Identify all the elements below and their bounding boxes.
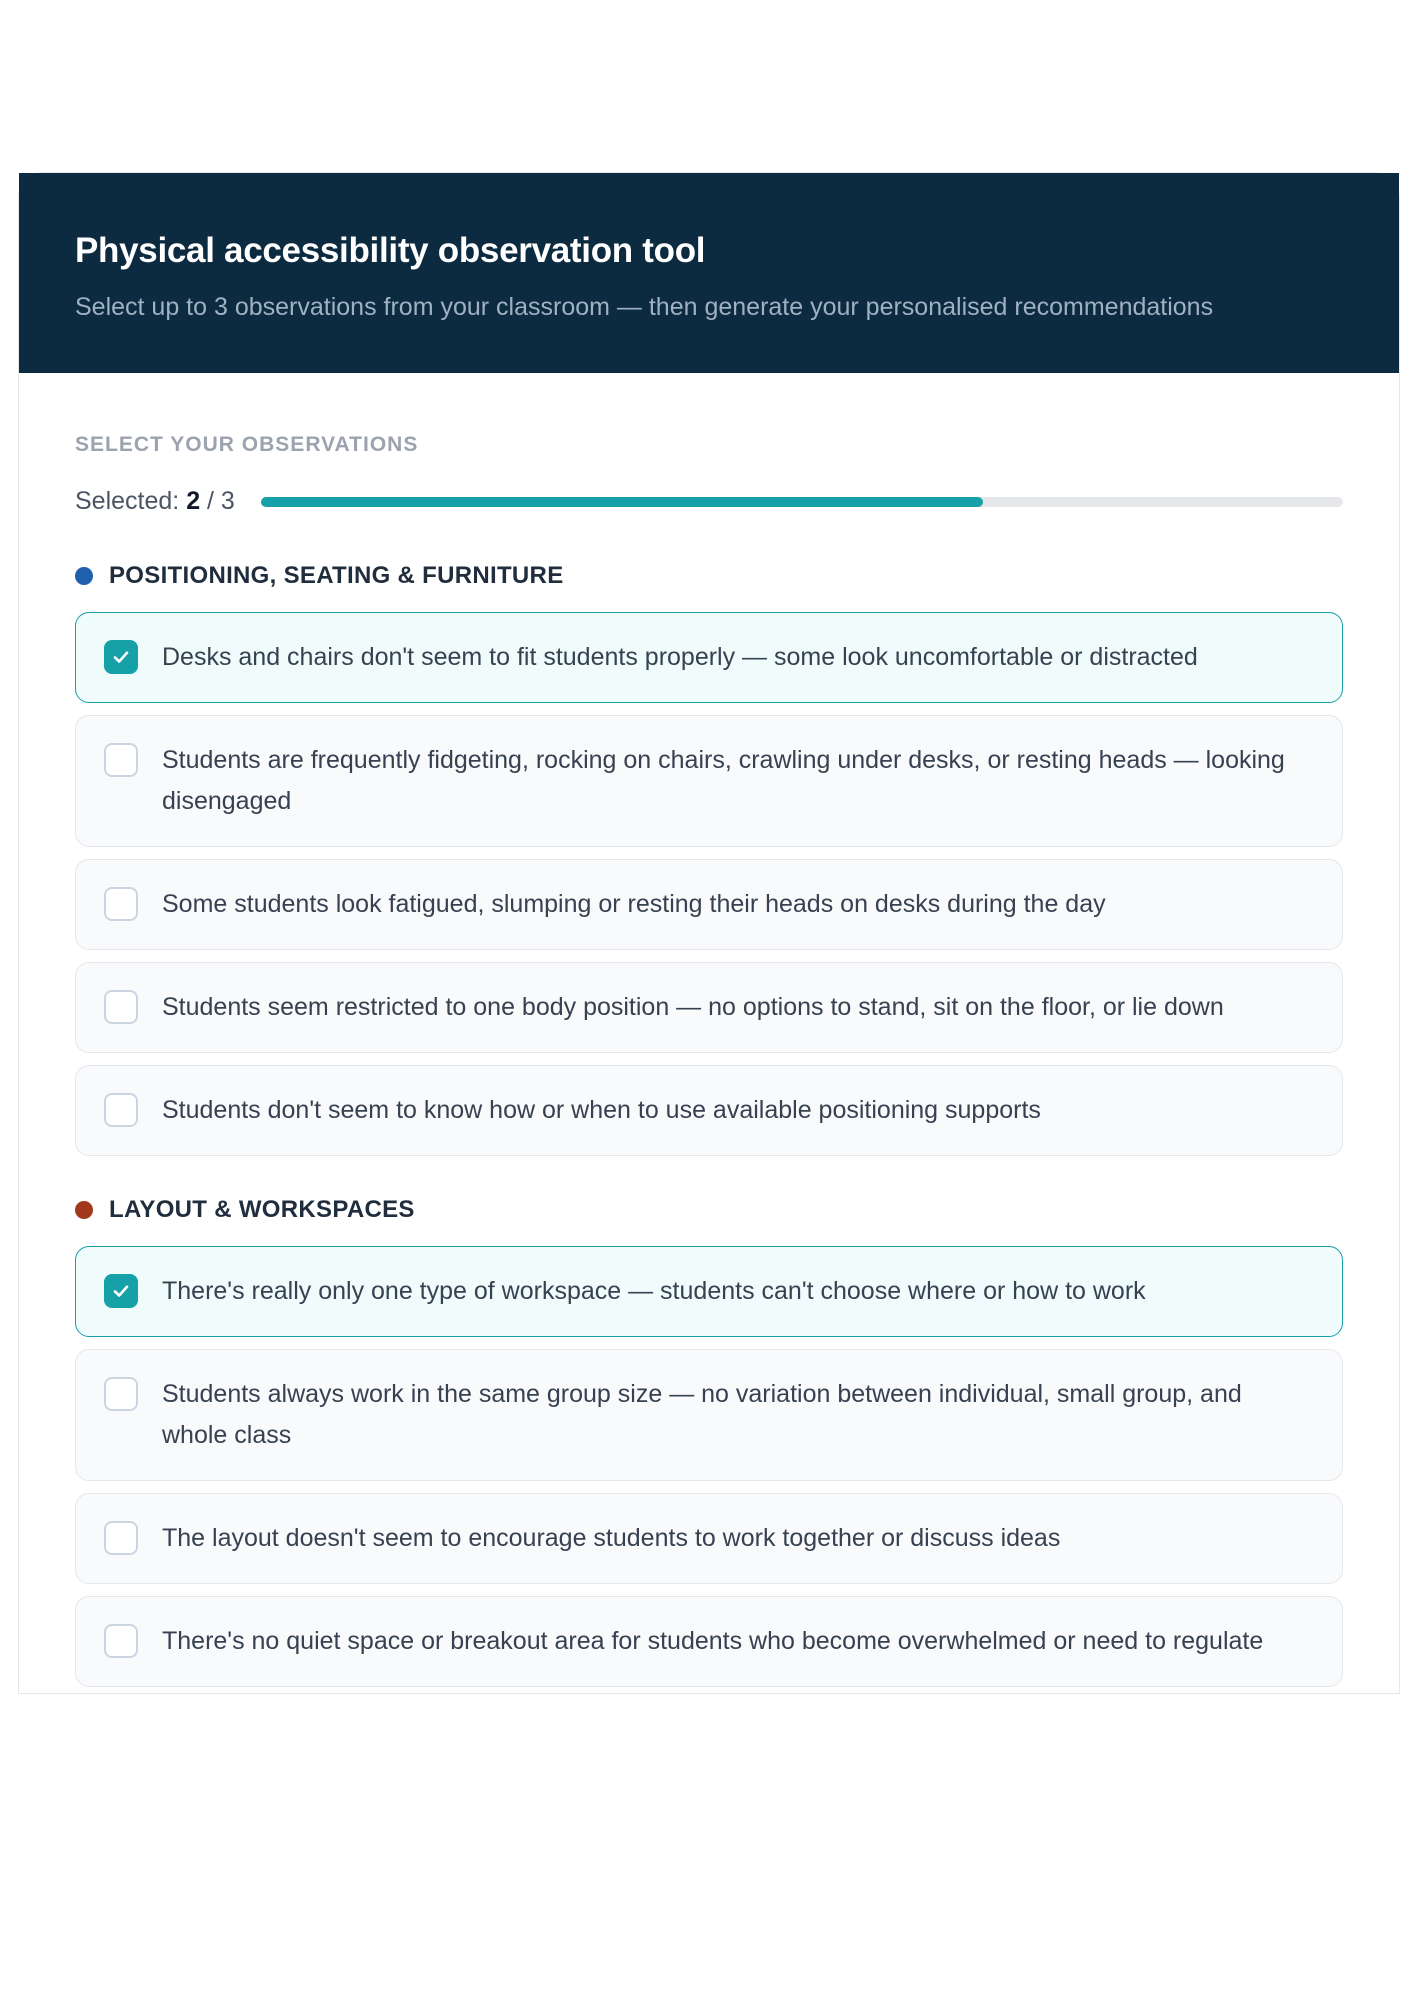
observation-option[interactable] <box>75 1065 1343 1156</box>
observation-groups <box>75 562 1343 1687</box>
group-title: LAYOUT & WORKSPACES <box>109 1196 415 1223</box>
checkbox-unchecked[interactable] <box>104 887 138 921</box>
checkbox-checked[interactable] <box>104 1274 138 1308</box>
checkbox-unchecked[interactable] <box>104 1377 138 1411</box>
observation-text: There's really only one type of workspace — students can't choose where or how to work <box>162 1277 1146 1305</box>
observation-text: Some students look fatigued, slumping or resting their heads on desks during the day <box>162 890 1106 918</box>
observation-option[interactable] <box>75 715 1343 847</box>
observation-option[interactable] <box>75 962 1343 1053</box>
selection-progress <box>75 487 1343 516</box>
checkbox-unchecked[interactable] <box>104 990 138 1024</box>
observation-option[interactable] <box>75 1493 1343 1584</box>
group-header <box>75 1196 1343 1224</box>
checkbox-checked[interactable] <box>104 640 138 674</box>
progress-track <box>261 497 1343 507</box>
checkbox-unchecked[interactable] <box>104 1093 138 1127</box>
observation-tool-card <box>18 172 1400 1694</box>
category-dot-icon <box>75 567 93 585</box>
observation-option[interactable] <box>75 612 1343 703</box>
observation-text: Desks and chairs don't seem to fit students properly — some look uncomfortable or distracted <box>162 643 1198 671</box>
selected-prefix: Selected: <box>75 487 187 515</box>
checkbox-unchecked[interactable] <box>104 1624 138 1658</box>
observation-option[interactable] <box>75 1246 1343 1337</box>
tool-body <box>19 373 1399 1687</box>
observation-text: The layout doesn't seem to encourage students to work together or discuss ideas <box>162 1524 1061 1552</box>
group-title: POSITIONING, SEATING & FURNITURE <box>109 562 564 589</box>
category-dot-icon <box>75 1201 93 1219</box>
selected-counter <box>75 487 235 516</box>
tool-header <box>19 173 1399 373</box>
observation-text: Students are frequently fidgeting, rocking on chairs, crawling under desks, or resting heads — looking disengaged <box>162 746 1285 815</box>
observation-option[interactable] <box>75 1596 1343 1687</box>
checkmark-icon <box>111 647 131 667</box>
scroll-viewport[interactable] <box>10 164 1408 1655</box>
checkbox-unchecked[interactable] <box>104 1521 138 1555</box>
selected-max: / 3 <box>200 487 235 515</box>
page-subtitle: Select up to 3 observations from your classroom — then generate your personalised recommendations <box>75 293 1214 321</box>
selected-count: 2 <box>186 487 201 515</box>
progress-fill <box>261 497 983 507</box>
checkbox-unchecked[interactable] <box>104 743 138 777</box>
checkmark-icon <box>111 1281 131 1301</box>
observation-option[interactable] <box>75 1349 1343 1481</box>
observation-option[interactable] <box>75 859 1343 950</box>
section-label: SELECT YOUR OBSERVATIONS <box>75 433 419 456</box>
observation-text: Students don't seem to know how or when to use available positioning supports <box>162 1096 1041 1124</box>
page-title: Physical accessibility observation tool <box>75 231 706 270</box>
observation-text: There's no quiet space or breakout area for students who become overwhelmed or need to regulate <box>162 1627 1264 1655</box>
observation-text: Students always work in the same group size — no variation between individual, small group, and whole class <box>162 1380 1242 1449</box>
observation-text: Students seem restricted to one body position — no options to stand, sit on the floor, or lie down <box>162 993 1224 1021</box>
group-header <box>75 562 1343 590</box>
